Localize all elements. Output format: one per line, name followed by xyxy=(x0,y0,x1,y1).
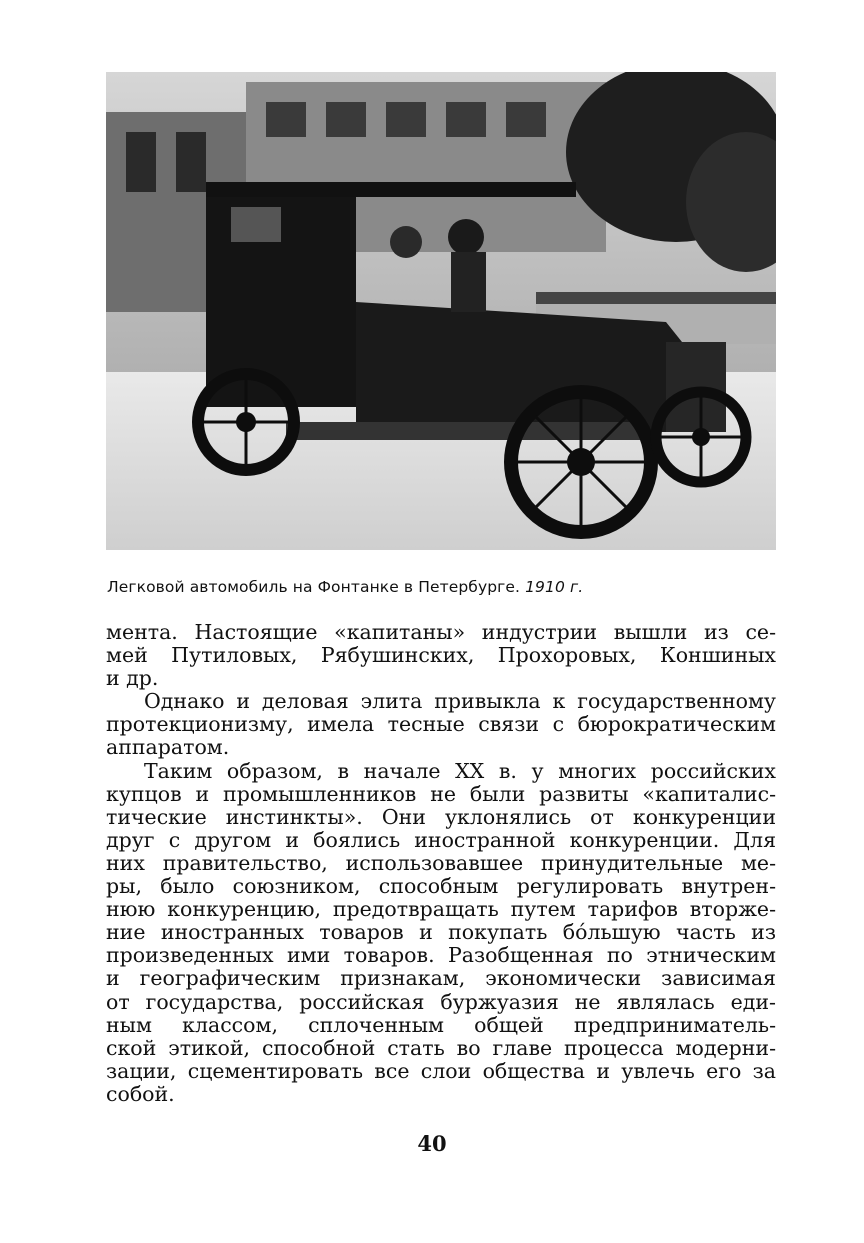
text-line: мента. Настоящие «капитаны» индустрии вышли из се- xyxy=(106,620,776,644)
text-line: протекционизму, имела тесные связи с бюрократическим xyxy=(106,712,776,737)
text-line: ры, было союзником, способным регулировать внутрен- xyxy=(106,874,776,899)
text-line: собой. xyxy=(106,1081,175,1106)
caption-year: 1910 г. xyxy=(525,578,584,596)
text-line: нюю конкуренцию, предотвращать путем тарифов вторже- xyxy=(106,897,776,922)
figure-caption xyxy=(107,578,767,596)
text-line: Однако и деловая элита привыкла к государственному xyxy=(144,689,776,714)
text-line: них правительство, использовавшее принудительные ме- xyxy=(106,850,776,875)
page-number: 40 xyxy=(417,1131,447,1156)
text-line: друг с другом и боялись иностранной конкуренции. Для xyxy=(106,827,776,852)
text-line: и др. xyxy=(106,666,159,691)
text-line: аппаратом. xyxy=(106,735,230,760)
text-line: ние иностранных товаров и покупать бо́льшую часть из xyxy=(106,920,776,945)
text-line: от государства, российская буржуазия не являлась еди- xyxy=(106,989,776,1014)
text-line: произведенных ими товаров. Разобщенная по этническим xyxy=(106,943,776,968)
caption-text: Легковой автомобиль на Фонтанке в Петербурге. xyxy=(107,578,521,596)
text-line: Таким образом, в начале XX в. у многих российских xyxy=(144,758,776,783)
body-text xyxy=(106,621,776,1106)
text-line: купцов и промышленников не были развиты «капиталис- xyxy=(106,781,776,806)
text-line: ным классом, сплоченным общей предприниматель- xyxy=(106,1012,776,1037)
photo-illustration xyxy=(106,72,776,550)
photo-car-on-fontanka xyxy=(106,72,776,550)
text-line: тические инстинкты». Они уклонялись от конкуренции xyxy=(106,804,776,829)
text-line: ской этикой, способной стать во главе процесса модерни- xyxy=(106,1035,776,1060)
text-line: и географическим признакам, экономически зависимая xyxy=(106,966,776,991)
text-line: зации, сцементировать все слои общества и увлечь его за xyxy=(106,1058,776,1083)
text-line: мей Путиловых, Рябушинских, Прохоровых, Коншиных xyxy=(106,643,776,668)
